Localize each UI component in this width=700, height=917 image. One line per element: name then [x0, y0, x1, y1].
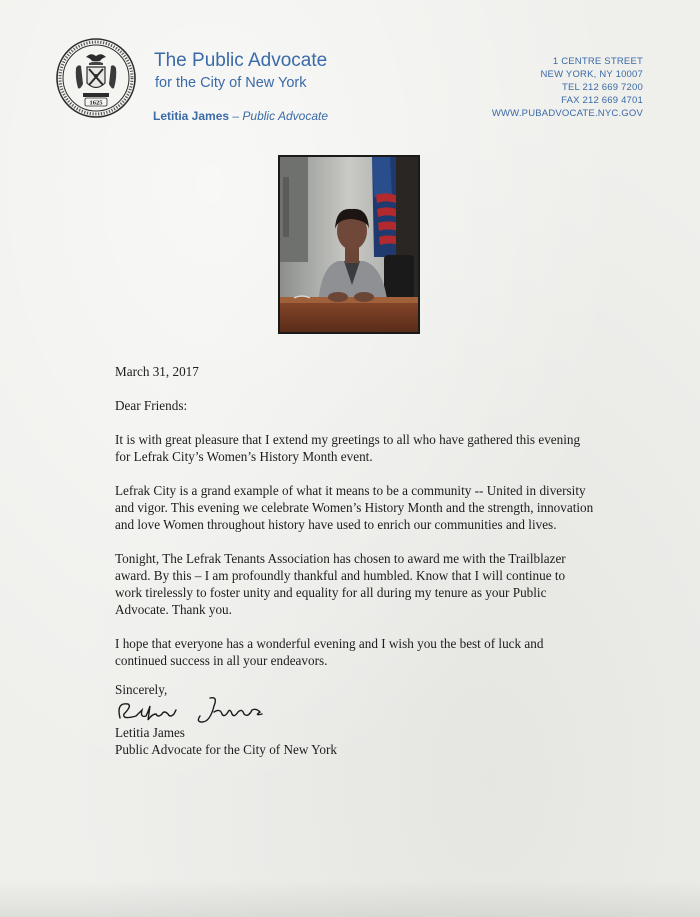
address-city: NEW YORK, NY 10007 — [540, 69, 643, 80]
org-title: The Public Advocate — [154, 50, 328, 71]
letter-date: March 31, 2017 — [115, 364, 199, 379]
address-tel: TEL 212 669 7200 — [561, 82, 643, 93]
paragraph-4: I hope that everyone has a wonderful evening and I wish you the best of luck and continued success in all your endeavors. — [115, 636, 544, 668]
portrait-photo — [278, 155, 420, 334]
person-role: – Public Advocate — [232, 109, 329, 123]
paragraph-2: Lefrak City is a grand example of what it means to be a community -- United in diversity and vigor. This evening we celebrate Women’s History Month and the strength, innovation and love Women throughout history have used to enrich our communities and lives. — [115, 483, 594, 532]
handwritten-signature — [114, 692, 274, 728]
contact-address — [492, 55, 643, 120]
signer-block — [115, 724, 337, 758]
address-fax: FAX 212 669 4701 — [561, 95, 643, 106]
letter-body — [115, 363, 595, 686]
signer-title: Public Advocate for the City of New York — [115, 742, 337, 757]
seal-year: 1625 — [89, 99, 103, 107]
salutation: Dear Friends: — [115, 398, 188, 413]
address-street: 1 CENTRE STREET — [552, 56, 643, 67]
closing: Sincerely, — [115, 682, 168, 697]
address-website: WWW.PUBADVOCATE.NYC.GOV — [491, 108, 643, 119]
paragraph-3: Tonight, The Lefrak Tenants Association has chosen to award me with the Trailblazer award. By this – I am profoundly thankful and humbled. Know that I will continue to work tirelessly to foster unity and equality for all during my tenure as your Public Advocate. Thank you. — [115, 551, 566, 617]
city-seal-icon — [56, 38, 136, 118]
org-subtitle: for the City of New York — [155, 75, 307, 91]
paragraph-1: It is with great pleasure that I extend my greetings to all who have gathered this evening for Lefrak City’s Women’s History Month event. — [115, 432, 581, 464]
scan-shadow — [0, 880, 700, 917]
letterhead-person — [153, 109, 328, 123]
portrait-image — [280, 157, 418, 332]
signer-name: Letitia James — [115, 725, 185, 740]
person-name: Letitia James — [153, 109, 230, 123]
